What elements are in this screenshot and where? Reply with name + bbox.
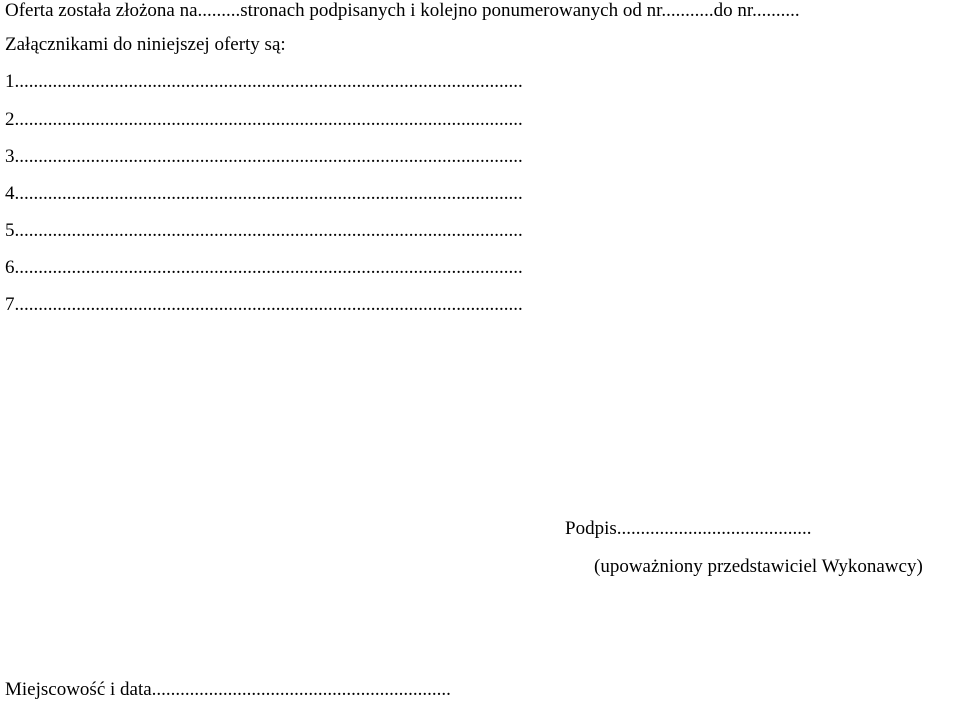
attachment-item: 5........................................................................................................... bbox=[5, 220, 523, 241]
attachment-item: 2........................................................................................................... bbox=[5, 109, 523, 130]
attachment-item: 7........................................................................................................... bbox=[5, 294, 523, 315]
attachments-heading: Załącznikami do niniejszej oferty są: bbox=[5, 34, 286, 55]
attachment-item: 4........................................................................................................... bbox=[5, 183, 523, 204]
offer-pages-statement: Oferta została złożona na.........stronach podpisanych i kolejno ponumerowanych od nr...........do nr.......... bbox=[5, 0, 800, 21]
signature-label: Podpis......................................... bbox=[565, 518, 812, 539]
attachment-item: 6........................................................................................................... bbox=[5, 257, 523, 278]
place-and-date: Miejscowość i data............................................................... bbox=[5, 679, 451, 700]
signature-caption: (upoważniony przedstawiciel Wykonawcy) bbox=[594, 556, 923, 577]
attachment-item: 3........................................................................................................... bbox=[5, 146, 523, 167]
attachment-item: 1........................................................................................................... bbox=[5, 71, 523, 92]
